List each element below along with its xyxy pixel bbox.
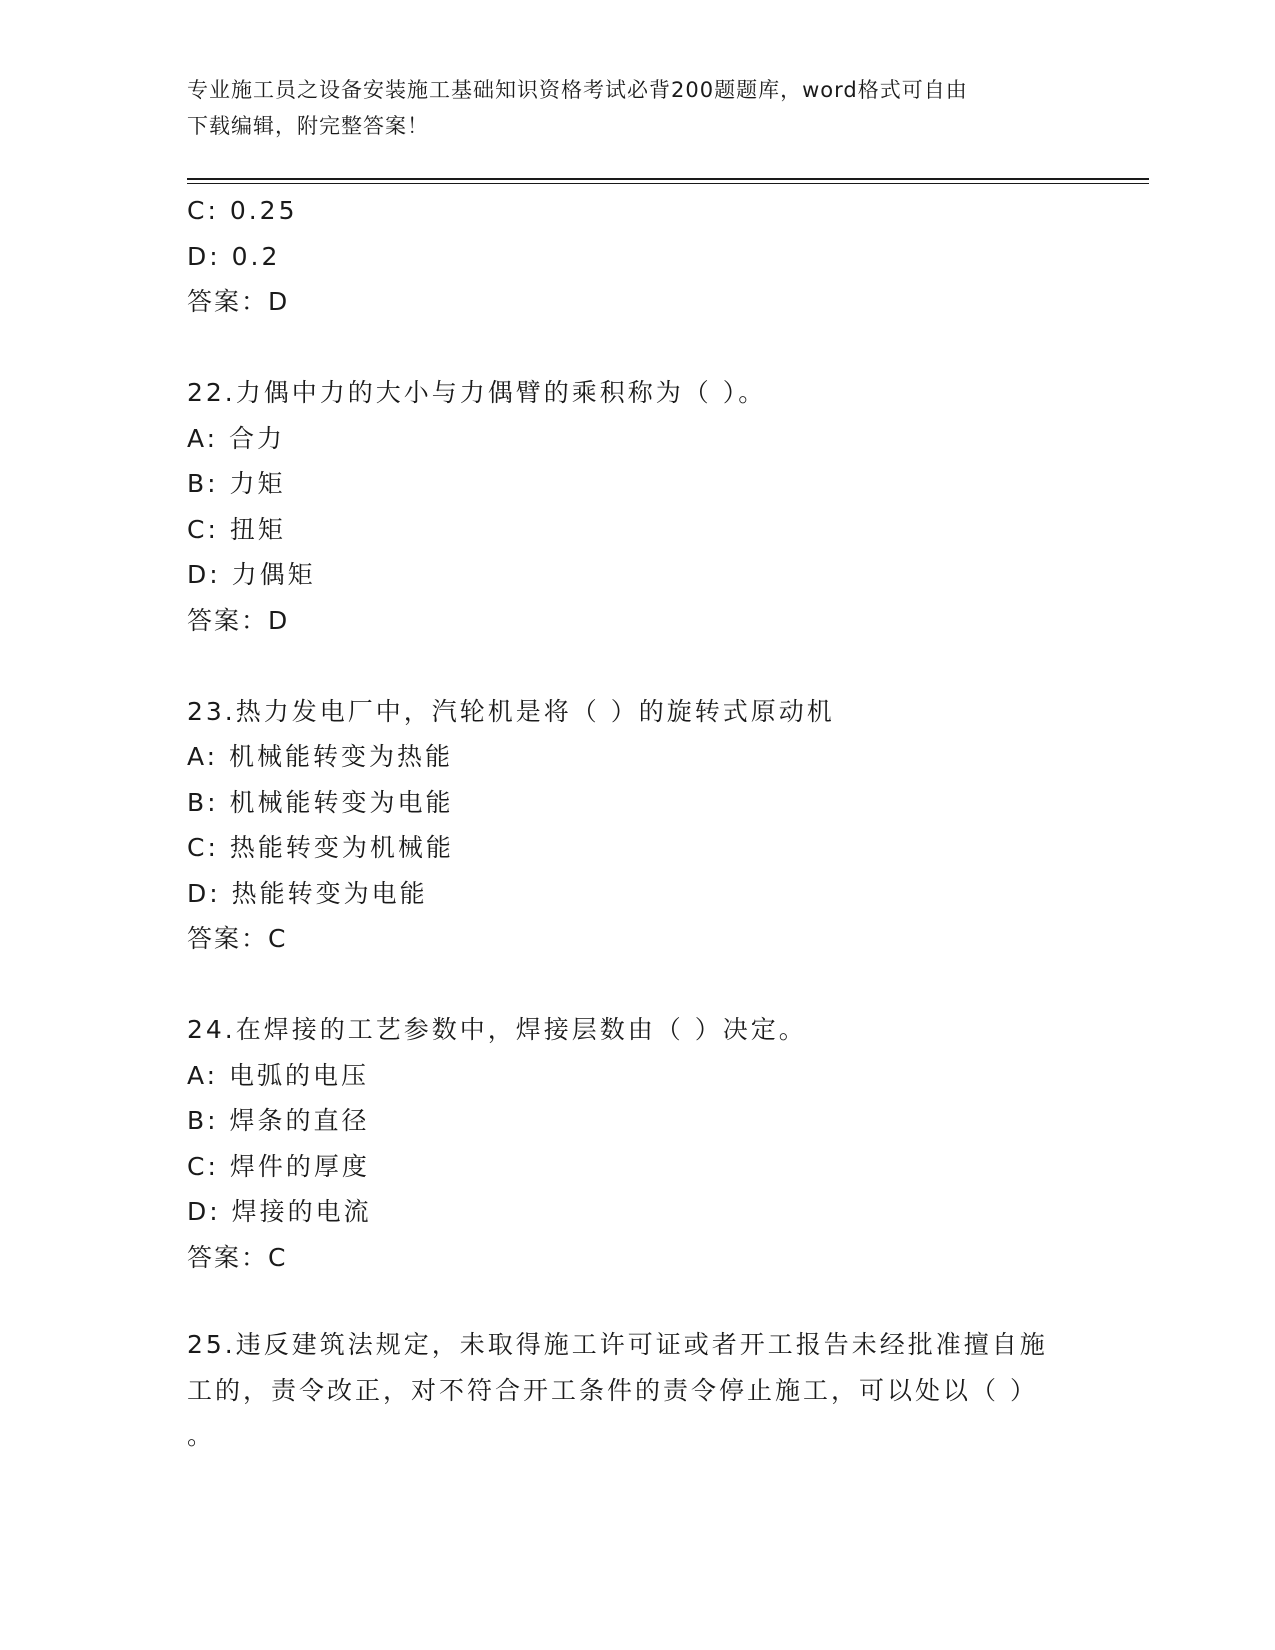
q22-option-c: C: 扭矩 (187, 514, 286, 544)
q24-option-d: D: 焊接的电流 (187, 1197, 372, 1226)
header-divider-thin (187, 183, 1149, 184)
q22-option-a: A: 合力 (187, 423, 286, 453)
header-line-1: 专业施工员之设备安装施工基础知识资格考试必背200题题库，word格式可自由 (187, 78, 968, 102)
q25-line-2: 工的，责令改正，对不符合开工条件的责令停止施工，可以处以（ ） (187, 1375, 1038, 1405)
q23-option-b: B: 机械能转变为电能 (187, 787, 454, 817)
q21-answer: 答案：D (187, 287, 290, 316)
q21-option-d: D: 0.2 (187, 241, 281, 271)
question-list (187, 188, 1087, 1280)
q23-option-d: D: 热能转变为电能 (187, 878, 428, 908)
q21-option-c: C: 0.25 (187, 196, 298, 225)
q25-line-3: 。 (187, 1421, 216, 1450)
q23-option-c: C: 热能转变为机械能 (187, 833, 454, 862)
q25-question (187, 1322, 1067, 1459)
spacer (187, 962, 1087, 1008)
q22-question: 22.力偶中力的大小与力偶臂的乘积称为（ ）。 (187, 378, 767, 407)
q22-answer: 答案：D (187, 605, 290, 635)
q23-answer: 答案：C (187, 924, 288, 953)
header-line-2: 下载编辑，附完整答案！ (187, 114, 429, 138)
q23-question: 23.热力发电厂中，汽轮机是将（ ）的旋转式原动机 (187, 696, 835, 726)
q24-answer: 答案：C (187, 1242, 288, 1272)
q24-option-c: C: 焊件的厚度 (187, 1151, 370, 1181)
document-header (187, 72, 1067, 144)
q22-option-d: D: 力偶矩 (187, 560, 316, 589)
q23-option-a: A: 机械能转变为热能 (187, 742, 454, 771)
q25-line-1: 25.违反建筑法规定，未取得施工许可证或者开工报告未经批准擅自施 (187, 1330, 1048, 1359)
header-divider-thick (187, 178, 1149, 180)
spacer (187, 643, 1087, 689)
q24-option-a: A: 电弧的电压 (187, 1060, 370, 1090)
q24-question: 24.在焊接的工艺参数中，焊接层数由（ ）决定。 (187, 1015, 807, 1044)
spacer (187, 325, 1087, 371)
q24-option-b: B: 焊条的直径 (187, 1106, 370, 1135)
q22-option-b: B: 力矩 (187, 469, 286, 498)
